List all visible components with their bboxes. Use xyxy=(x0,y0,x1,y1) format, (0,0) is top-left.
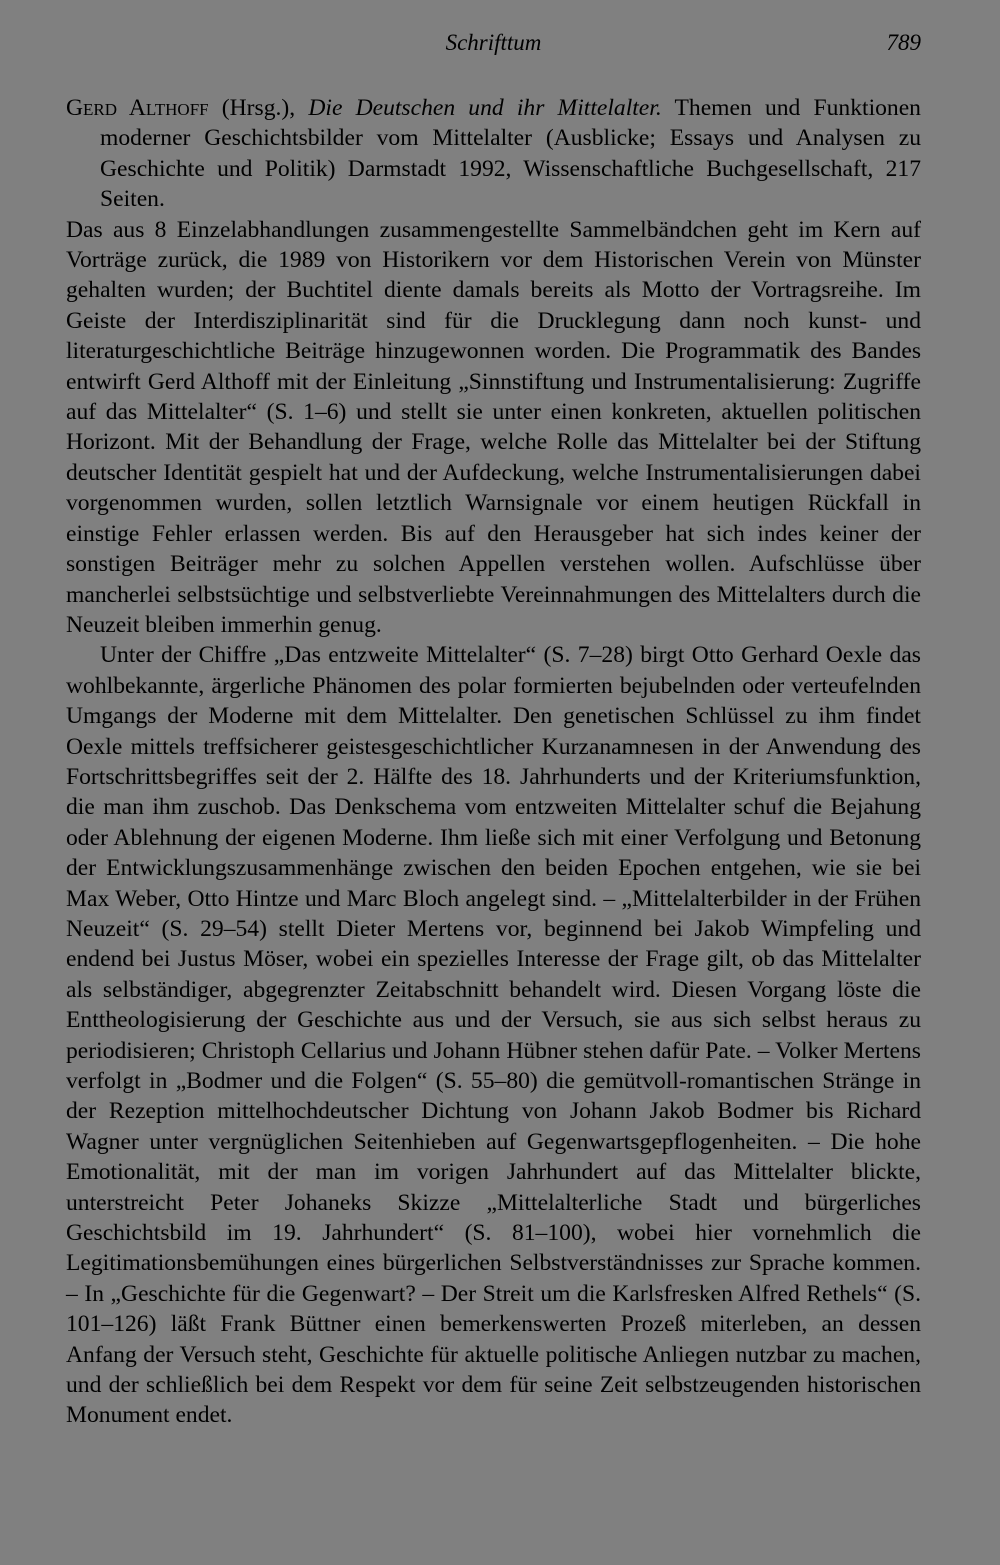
review-paragraph-1: Das aus 8 Einzelabhandlungen zusammengestellte Sammelbändchen geht im Kern auf Vorträge zurück, die 1989 von Historikern vor dem Historischen Verein von Münster gehalten wurden; der Buchtitel diente damals bereits als Motto der Vortragsreihe. Im Geiste der Interdisziplinarität sind für die Drucklegung dann noch kunst- und literaturgeschichtliche Beiträge hinzugewonnen worden. Die Programmatik des Bandes entwirft Gerd Althoff mit der Einleitung „Sinnstiftung und Instrumentalisierung: Zugriffe auf das Mittelalter“ (S. 1–6) und stellt sie unter einen konkreten, aktuellen politischen Horizont. Mit der Behandlung der Frage, welche Rolle das Mittelalter bei der Stiftung deutscher Identität gespielt hat und der Aufdeckung, welche Instrumentalisierungen dabei vorgenommen wurden, sollen letztlich Warnsignale vor einem heutigen Rückfall in einstige Fehler erlassen werden. Bis auf den Herausgeber hat sich indes keiner der sonstigen Beiträger mehr zu solchen Appellen verstehen wollen. Aufschlüsse über mancherlei selbstsüchtige und selbstverliebte Vereinnahmungen des Mittelalters durch die Neuzeit bleiben immerhin genug. xyxy=(66,216,921,638)
bibliographic-entry xyxy=(66,93,921,215)
entry-editor-note: (Hrsg.), xyxy=(221,95,296,121)
entry-title: Die Deutschen und ihr Mittelalter. xyxy=(308,95,662,121)
review-body xyxy=(66,93,921,1431)
review-paragraph-2: Unter der Chiffre „Das entzweite Mittelalter“ (S. 7–28) birgt Otto Gerhard Oexle das wohlbekannte, ärgerliche Phänomen des polar formierten bejubelnden oder verteufelnden Umgangs der Moderne mit dem Mittelalter. Den genetischen Schlüssel zu ihm findet Oexle mittels treffsicherer geistesgeschichtlicher Kurzanamnesen in der Anwendung des Fortschrittsbegriffes seit der 2. Hälfte des 18. Jahrhunderts und der Kriteriumsfunktion, die man ihm zuschob. Das Denkschema vom entzweiten Mittelalter schuf die Bejahung oder Ablehnung der eigenen Moderne. Ihm ließe sich mit einer Verfolgung und Betonung der Entwicklungszusammenhänge zwischen den beiden Epochen entgehen, wie sie bei Max Weber, Otto Hintze und Marc Bloch angelegt sind. – „Mittelalterbilder in der Frühen Neuzeit“ (S. 29–54) stellt Dieter Mertens vor, beginnend bei Jakob Wimpfeling und endend bei Justus Möser, wobei ein spezielles Interesse der Frage gilt, ob das Mittelalter als selbständiger, abgegrenzter Zeitabschnitt behandelt wird. Diesen Vorgang löste die Enttheologisierung der Geschichte aus und der Versuch, sie aus sich selbst heraus zu periodisieren; Christoph Cellarius und Johann Hübner stehen dafür Pate. – Volker Mertens verfolgt in „Bodmer und die Folgen“ (S. 55–80) die gemütvoll-romantischen Stränge in der Rezeption mittelhochdeutscher Dichtung von Johann Jakob Bodmer bis Richard Wagner unter vergnüglichen Seitenhieben auf Gegenwartsgepflogenheiten. – Die hohe Emotionalität, mit der man im vorigen Jahrhundert auf das Mittelalter blickte, unterstreicht Peter Johaneks Skizze „Mittelalterliche Stadt und bürgerliches Geschichtsbild im 19. Jahrhundert“ (S. 81–100), wobei hier vornehmlich die Legitimationsbemühungen eines bürgerlichen Selbstverständnisses zur Sprache kommen. – In „Geschichte für die Gegenwart? – Der Streit um die Karlsfresken Alfred Rethels“ (S. 101–126) läßt Frank Büttner einen bemerkenswerten Prozeß miterleben, an dessen Anfang der Versuch steht, Geschichte für aktuelle politische Anliegen nutzbar zu machen, und der schließlich bei dem Respekt vor dem für seine Zeit selbstzeugenden historischen Monument endet. xyxy=(66,642,921,1429)
page-number: 789 xyxy=(886,30,921,55)
running-head xyxy=(66,30,921,66)
running-title: Schrifttum xyxy=(445,30,542,55)
entry-details: Themen und Funktionen moderner Geschichtsbilder vom Mittelalter (Ausblicke; Essays und Analysen zu Geschichte und Politik) Darmstadt 1992, Wissenschaftliche Buchgesellschaft, 217 Seiten. xyxy=(100,95,921,213)
entry-author: Gerd Althoff xyxy=(66,95,209,121)
